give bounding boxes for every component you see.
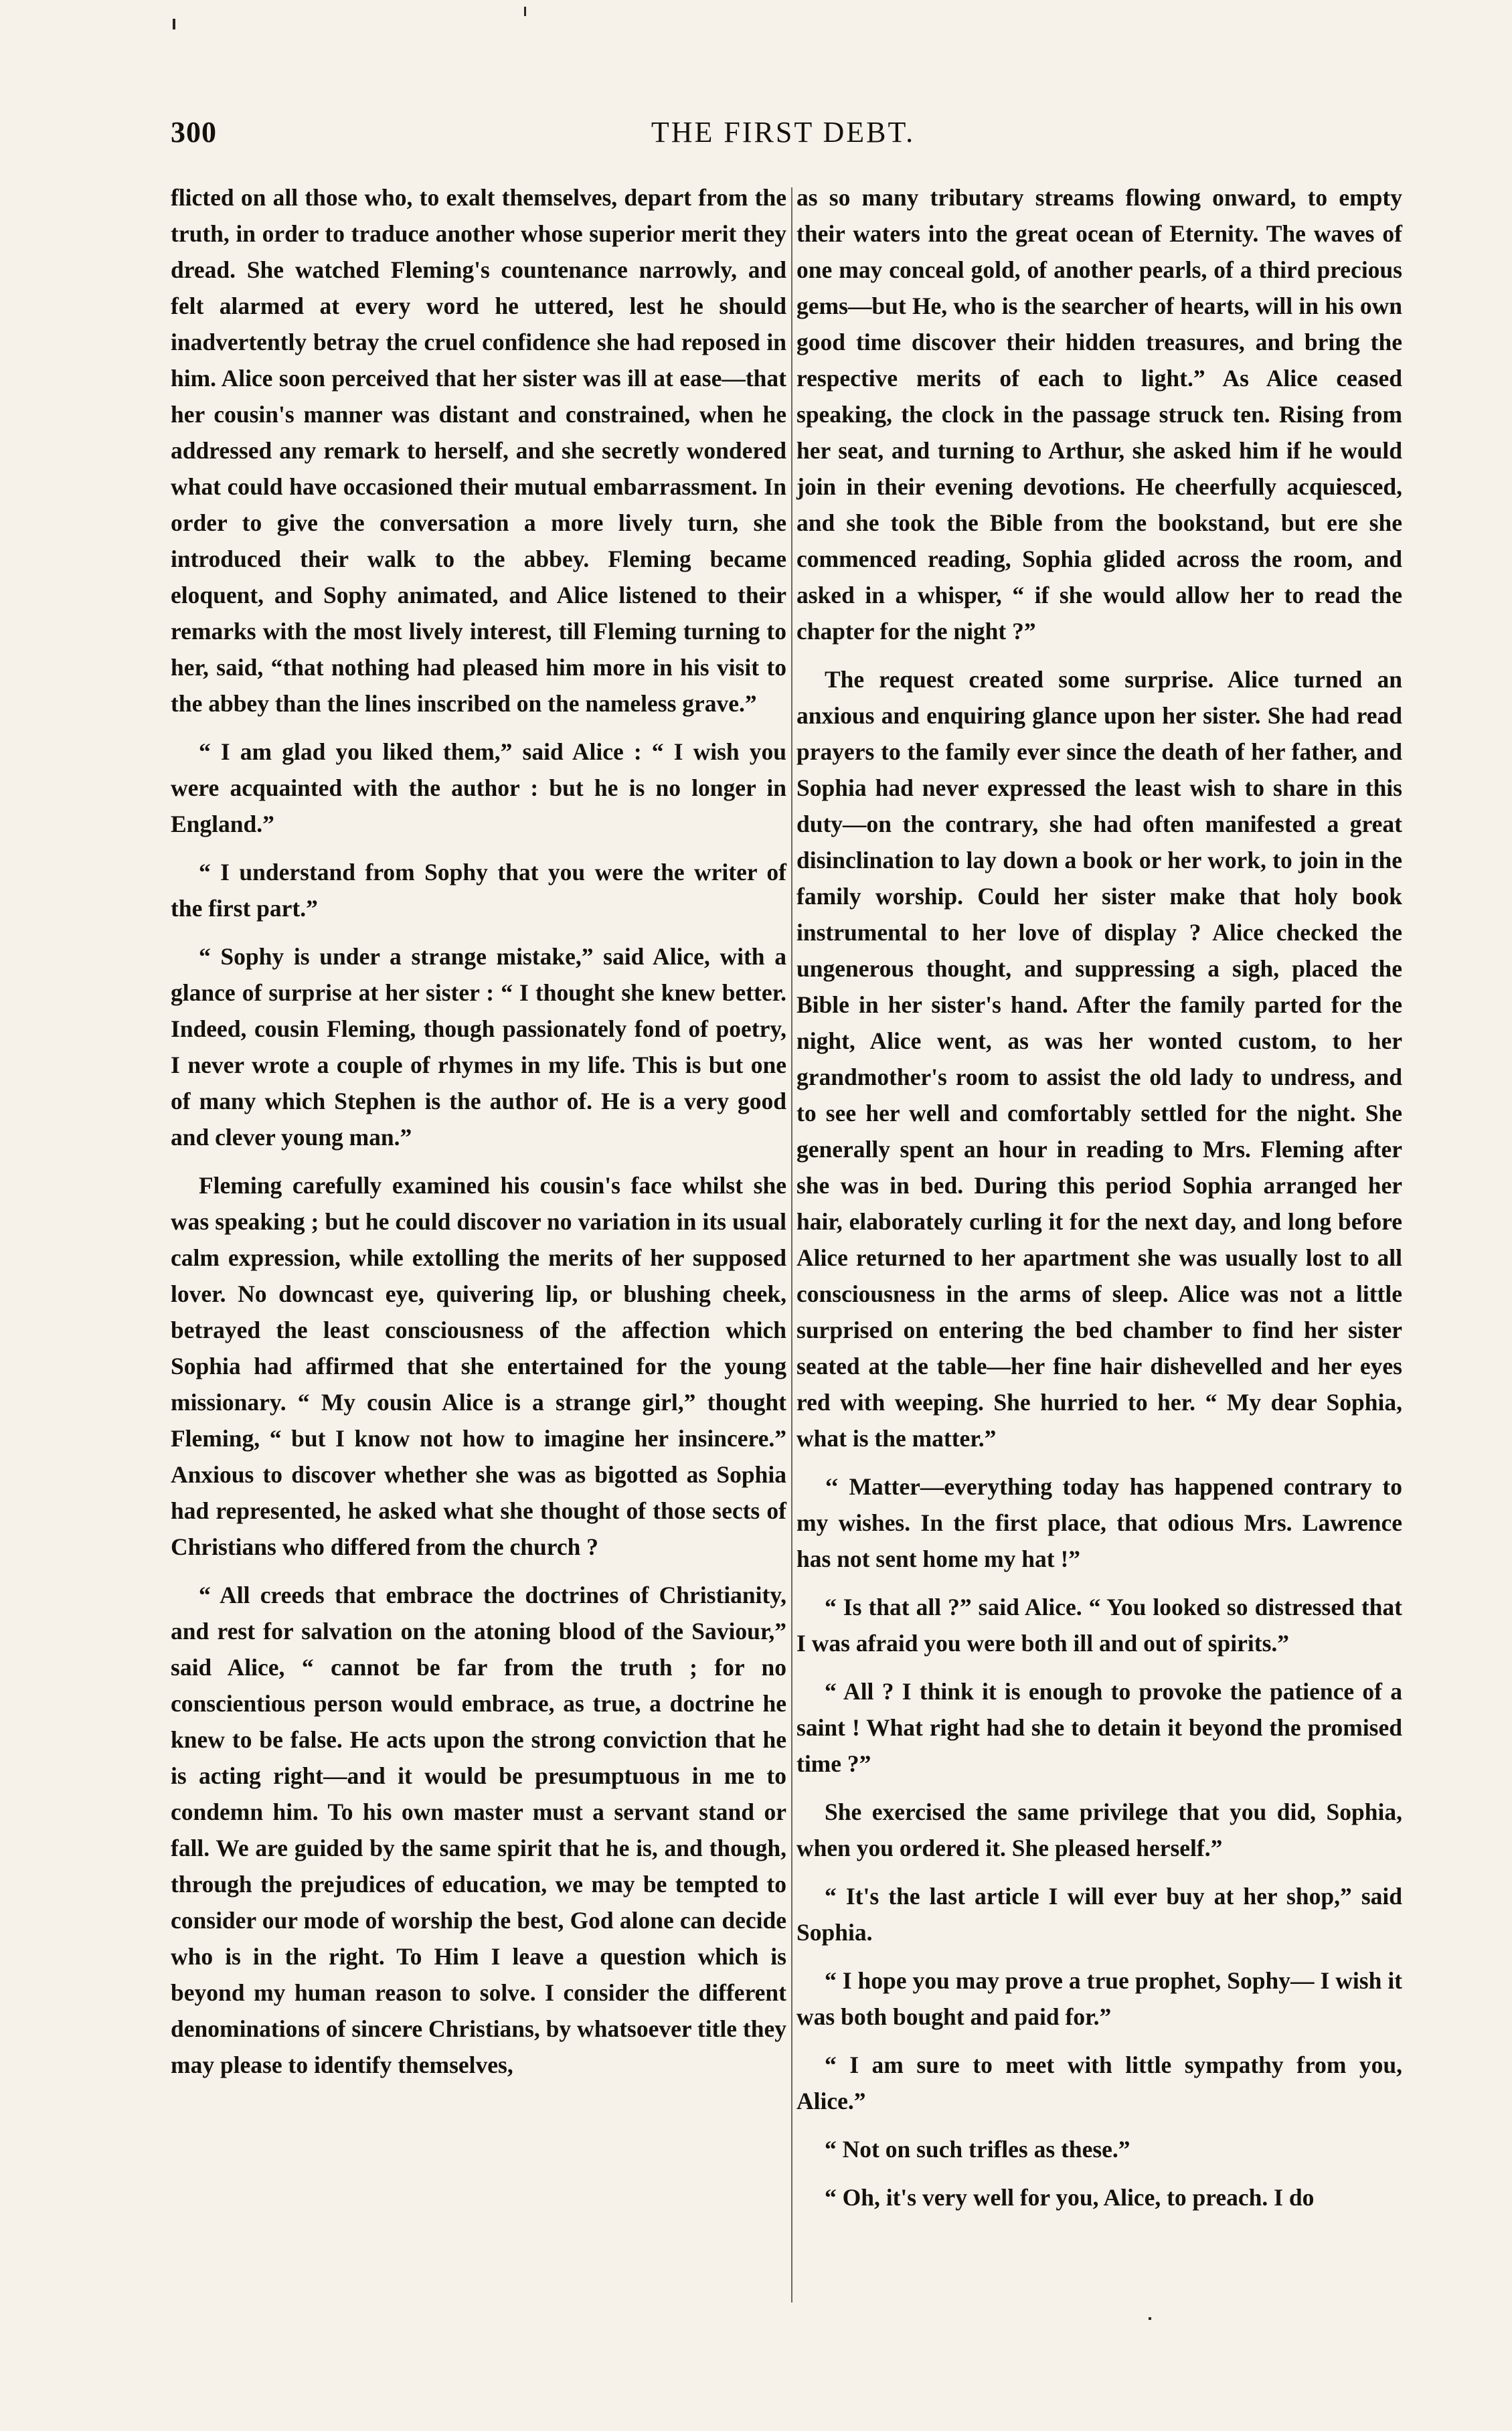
running-title: THE FIRST DEBT. [651, 116, 916, 149]
paragraph: “ Oh, it's very well for you, Alice, to preach. I do [825, 2184, 1315, 2211]
page-number: 300 [171, 116, 217, 149]
paragraph: Fleming carefully examined his cousin's face whilst she was speaking ; but he could discover no variation in its usual calm expression, while extolling the merits of her supposed lover. No downcast eye, quivering lip, or blushing cheek, betrayed the least consciousness of the affection which Sophia had affirmed that she entertained for the young missionary. “ My cousin Alice is a strange girl,” thought Fleming, “ but I know not how to imagine her insincere.” Anxious to discover whether she was as bigotted as Sophia had represented, he asked what she thought of those sects of Christians who differed from the church ? [171, 1172, 786, 1560]
paragraph: She exercised the same privilege that you did, Sophia, when you ordered it. She pleased herself.” [796, 1798, 1402, 1861]
paragraph: “ Not on such trifles as these.” [825, 2136, 1130, 2163]
paragraph: “ It's the last article I will ever buy at her shop,” said Sophia. [796, 1883, 1402, 1946]
paragraph: “ I am glad you liked them,” said Alice : “ I wish you were acquainted with the author : but he is no longer in England.” [171, 738, 786, 837]
print-speck [173, 19, 175, 29]
paragraph: flicted on all those who, to exalt themselves, depart from the truth, in order to traduce another whose superior merit they dread. She watched Fleming's countenance narrowly, and felt alarmed at every word he uttered, lest he should inadvertently betray the cruel confidence she had reposed in him. Alice soon perceived that her sister was ill at ease—that her cousin's manner was distant and constrained, when he addressed any remark to herself, and she secretly wondered what could have occasioned their mutual embarrassment. In order to give the conversation a more lively turn, she introduced their walk to the abbey. Fleming became eloquent, and Sophy animated, and Alice listened to their remarks with the most lively interest, till Fleming turning to her, said, “that nothing had pleased him more in his visit to the abbey than the lines inscribed on the nameless grave.” [171, 184, 786, 717]
paragraph: “ Is that all ?” said Alice. “ You looked so distressed that I was afraid you were both ill and out of spirits.” [796, 1594, 1402, 1657]
print-speck [1149, 2317, 1151, 2320]
left-column [171, 179, 786, 2095]
paragraph: as so many tributary streams flowing onward, to empty their waters into the great ocean of Eternity. The waves of one may conceal gold, of another pearls, of a third precious gems—but He, who is the searcher of hearts, will in his own good time discover their hidden treasures, and bring the respective merits of each to light.” As Alice ceased speaking, the clock in the passage struck ten. Rising from her seat, and turning to Arthur, she asked him if he would join in their evening devotions. He cheerfully acquiesced, and she took the Bible from the bookstand, but ere she commenced reading, Sophia glided across the room, and asked in a whisper, “ if she would allow her to read the chapter for the night ?” [796, 184, 1402, 645]
paragraph: “ I am sure to meet with little sympathy from you, Alice.” [796, 2051, 1402, 2114]
paragraph: “ All creeds that embrace the doctrines of Christianity, and rest for salvation on the atoning blood of the Saviour,” said Alice, “ cannot be far from the truth ; for no conscientious person would embrace, as true, a doctrine he knew to be false. He acts upon the strong conviction that he is acting right—and it would be presumptuous in me to condemn him. To his own master must a servant stand or fall. We are guided by the same spirit that he is, and though, through the prejudices of education, we may be tempted to consider our mode of worship the best, God alone can decide who is in the right. To Him I leave a question which is beyond my human reason to solve. I consider the different denominations of sincere Christians, by whatsoever title they may please to identify themselves, [171, 1582, 786, 2078]
paragraph: “ I understand from Sophy that you were the writer of the first part.” [171, 859, 786, 922]
paragraph: “ Sophy is under a strange mistake,” said Alice, with a glance of surprise at her sister : “ I thought she knew better. Indeed, cousin Fleming, though passionately fond of poetry, I never wrote a couple of rhymes in my life. This is but one of many which Stephen is the author of. He is a very good and clever young man.” [171, 943, 786, 1151]
paragraph: ‘‘ Matter—everything today has happened contrary to my wishes. In the first place, that odious Mrs. Lawrence has not sent home my hat !” [796, 1473, 1402, 1572]
paragraph: “ I hope you may prove a true prophet, Sophy— I wish it was both bought and paid for.” [796, 1967, 1402, 2030]
print-speck [524, 7, 526, 16]
paragraph: The request created some surprise. Alice turned an anxious and enquiring glance upon her sister. She had read prayers to the family ever since the death of her father, and Sophia had never expressed the least wish to share in this duty—on the contrary, she had often manifested a great disinclination to lay down a book or her work, to join in the family worship. Could her sister make that holy book instrumental to her love of display ? Alice checked the ungenerous thought, and suppressing a sigh, placed the Bible in her sister's hand. After the family parted for the night, Alice went, as was her wonted custom, to her grandmother's room to assist the old lady to undress, and to see her well and comfortably settled for the night. She generally spent an hour in reading to Mrs. Fleming after she was in bed. During this period Sophia arranged her hair, elaborately curling it for the next day, and long before Alice returned to her apartment she was usually lost to all consciousness in the arms of sleep. Alice was not a little surprised on entering the bed chamber to find her sister seated at the table—her fine hair dishevelled and her eyes red with weeping. She hurried to her. “ My dear Sophia, what is the matter.” [796, 666, 1402, 1452]
column-divider [791, 187, 792, 2302]
page-header [171, 115, 1396, 162]
paragraph: “ All ? I think it is enough to provoke the patience of a saint ! What right had she to detain it beyond the promised time ?” [796, 1678, 1402, 1777]
right-column [796, 179, 1402, 2228]
